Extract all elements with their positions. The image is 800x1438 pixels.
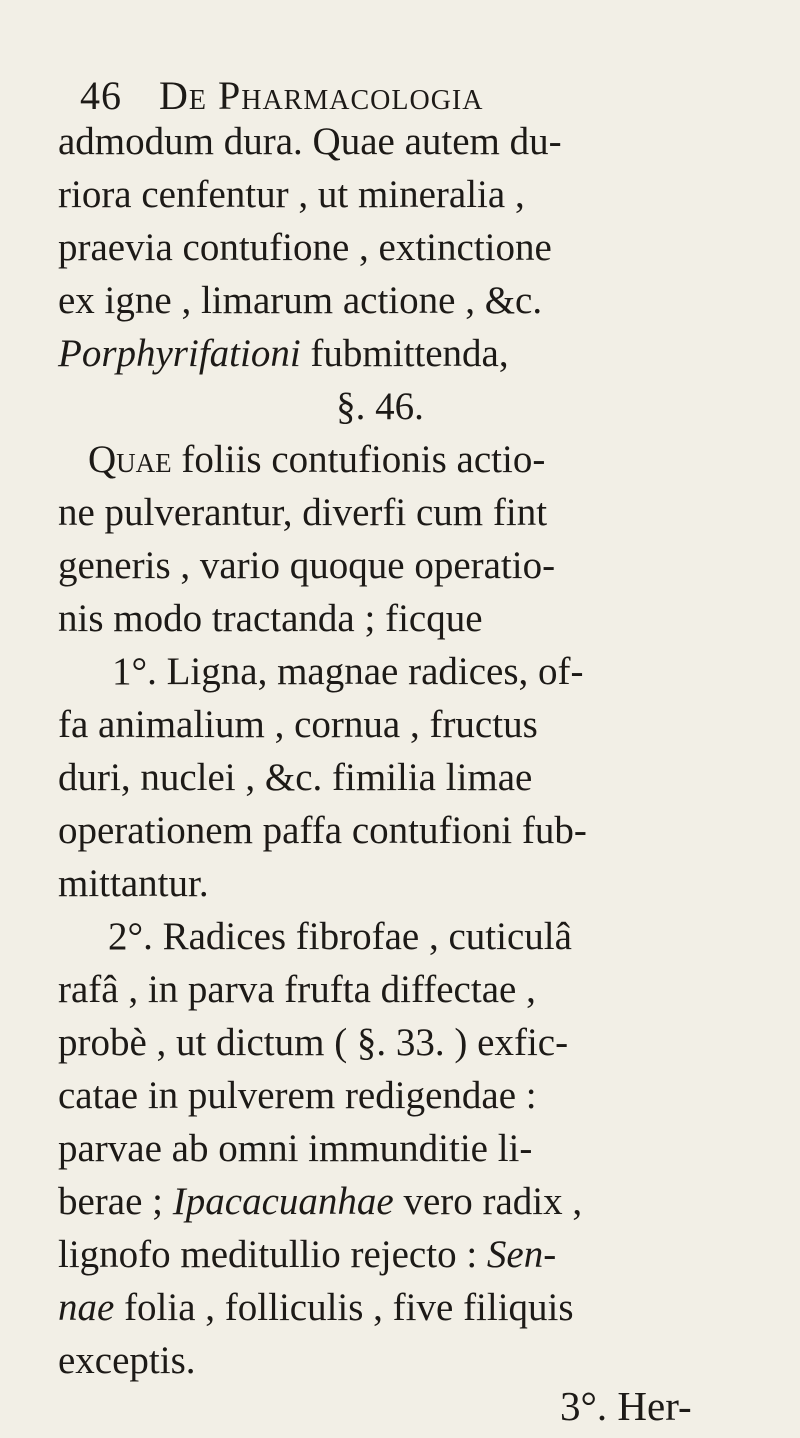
- italic-term: Ipacacuanhae: [172, 1180, 394, 1223]
- text-line: [58, 330, 798, 378]
- text-span: berae ;: [58, 1180, 173, 1223]
- text-line: generis , vario quoque operatio-: [58, 544, 556, 587]
- text-line: [58, 1231, 798, 1279]
- text-span: fubmittenda,: [300, 332, 509, 375]
- text-line: [58, 1178, 798, 1226]
- running-title: De Pharmacologia: [159, 73, 484, 118]
- initial-word: Quae: [88, 438, 172, 481]
- text-span: vero radix ,: [393, 1180, 583, 1223]
- text-line: operationem paffa contufioni fub-: [58, 809, 587, 852]
- text-line: riora cenfentur , ut mineralia ,: [58, 173, 525, 216]
- text-line: 2°. Radices fibrofae , cuticulâ: [108, 915, 572, 958]
- text-line: exceptis.: [58, 1339, 196, 1382]
- running-header: [80, 72, 483, 119]
- italic-term: nae: [58, 1286, 115, 1329]
- page-number: 46: [80, 73, 122, 118]
- text-line: 1°. Ligna, magnae radices, of-: [112, 650, 584, 693]
- text-line: mittantur.: [58, 862, 209, 905]
- section-heading: §. 46.: [336, 385, 424, 428]
- catchword: 3°. Her-: [560, 1383, 692, 1429]
- text-line: catae in pulverem redigendae :: [58, 1074, 537, 1117]
- text-line: ne pulverantur, diverfi cum fint: [58, 491, 548, 534]
- text-line: admodum dura. Quae autem du-: [58, 120, 562, 163]
- text-span: folia , folliculis , five filiquis: [114, 1286, 574, 1329]
- text-line: ex igne , limarum actione , &c.: [58, 279, 543, 322]
- text-line: fa animalium , cornua , fructus: [58, 703, 538, 746]
- text-line: rafâ , in parva frufta diffectae ,: [58, 968, 536, 1011]
- italic-term: Sen-: [486, 1233, 557, 1276]
- text-span: lignofo meditullio rejecto :: [58, 1233, 487, 1276]
- italic-term: Porphyrifationi: [58, 332, 301, 375]
- text-line: duri, nuclei , &c. fimilia limae: [58, 756, 533, 799]
- text-span: foliis contufionis actio-: [171, 438, 546, 481]
- text-line: praevia contufione , extinctione: [58, 226, 552, 269]
- text-line: nis modo tractanda ; ficque: [58, 597, 483, 640]
- text-line: parvae ab omni immunditie li-: [58, 1127, 533, 1170]
- text-line: probè , ut dictum ( §. 33. ) exfic-: [58, 1021, 569, 1064]
- text-line: [58, 1284, 798, 1332]
- text-line: [88, 436, 800, 484]
